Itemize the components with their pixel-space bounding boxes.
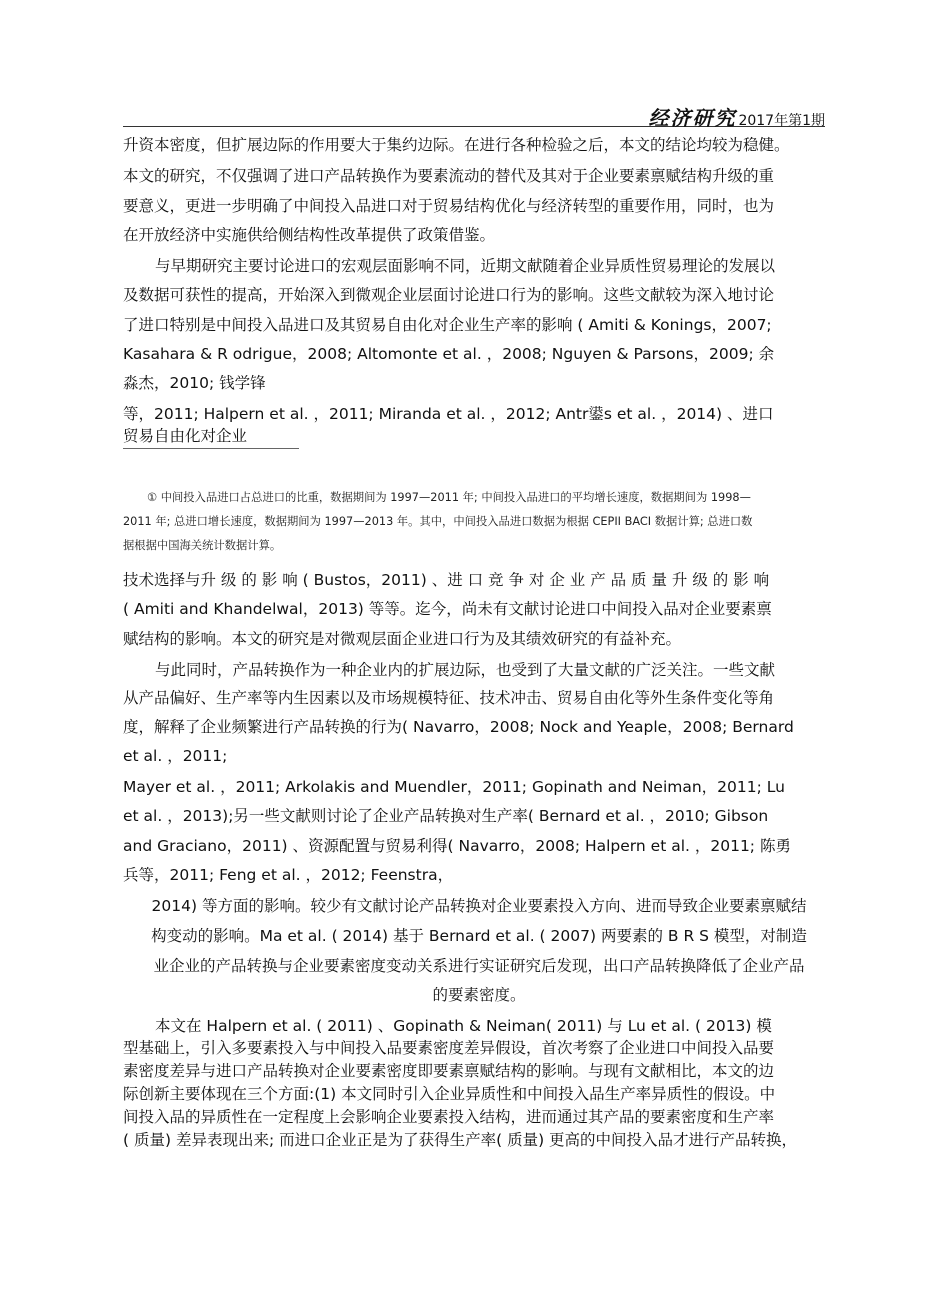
text-line: 及数据可获性的提高，开始深入到微观企业层面讨论进口行为的影响。这些文献较为深入地讨论 <box>123 286 775 304</box>
text-line: 2014) 等方面的影响。较少有文献讨论产品转换对企业要素投入方向、进而导致企业要素禀赋结 <box>151 897 807 915</box>
text-line: 从产品偏好、生产率等内生因素以及市场规模特征、技术冲击、贸易自由化等外生条件变化等角 <box>123 689 775 707</box>
journal-name: 经济研究 <box>648 106 737 130</box>
text-line: and Graciano，2011) 、资源配置与贸易利得( Navarro，2008; Halpern et al. ，2011; 陈勇 <box>123 837 791 855</box>
text-line: 要意义，更进一步明确了中间投入品进口对于贸易结构优化与经济转型的重要作用，同时，也为 <box>123 197 775 215</box>
text-line: 与早期研究主要讨论进口的宏观层面影响不同，近期文献随着企业异质性贸易理论的发展以 <box>155 257 776 275</box>
text-line: 了进口特别是中间投入品进口及其贸易自由化对企业生产率的影响 ( Amiti & Konings，2007; <box>123 316 772 334</box>
text-line: 淼杰，2010; 钱学锋 <box>123 374 266 392</box>
text-line: 型基础上，引入多要素投入与中间投入品要素密度差异假设，首次考察了企业进口中间投入品要 <box>123 1039 775 1057</box>
running-header <box>123 100 825 130</box>
text-line: 素密度差异与进口产品转换对企业要素密度即要素禀赋结构的影响。与现有文献相比，本文的边 <box>123 1062 775 1080</box>
text-line: et al. ，2013);另一些文献则讨论了企业产品转换对生产率( Bernard et al. ，2010; Gibson <box>123 807 769 825</box>
text-line: 的要素密度。 <box>432 986 526 1004</box>
text-line: 构变动的影响。Ma et al. ( 2014) 基于 Bernard et al. ( 2007) 两要素的 B R S 模型，对制造 <box>151 927 807 945</box>
footnote-line: 2011 年; 总进口增长速度，数据期间为 1997—2013 年。其中，中间投入品进口数据为根据 CEPII BACI 数据计算; 总进口数 <box>123 515 753 528</box>
text-line: 技术选择与升 级 的 影 响 ( Bustos，2011) 、进 口 竞 争 对 企 业 产 品 质 量 升 级 的 影 响 <box>123 571 770 589</box>
text-line: 本文的研究，不仅强调了进口产品转换作为要素流动的替代及其对于企业要素禀赋结构升级的重 <box>123 167 775 185</box>
footnote-line: 据根据中国海关统计数据计算。 <box>123 539 282 552</box>
footnote-separator <box>123 448 299 449</box>
text-line: 升资本密度，但扩展边际的作用要大于集约边际。在进行各种检验之后，本文的结论均较为稳健。 <box>123 136 790 154</box>
text-line: 在开放经济中实施供给侧结构性改革提供了政策借鉴。 <box>123 226 496 244</box>
text-line: 等，2011; Halpern et al. ，2011; Miranda et al. ，2012; Antr鍙s et al. ，2014) 、进口 <box>123 405 774 423</box>
footnote-line: ① 中间投入品进口占总进口的比重，数据期间为 1997—2011 年; 中间投入品进口的平均增长速度，数据期间为 1998— <box>147 491 751 504</box>
text-line: 贸易自由化对企业 <box>123 427 248 445</box>
text-line: 间投入品的异质性在一定程度上会影响企业要素投入结构，进而通过其产品的要素密度和生产率 <box>123 1108 775 1126</box>
text-line: Mayer et al. ，2011; Arkolakis and Muendler，2011; Gopinath and Neiman，2011; Lu <box>123 778 785 796</box>
text-line: 赋结构的影响。本文的研究是对微观层面企业进口行为及其绩效研究的有益补充。 <box>123 630 682 648</box>
text-line: 本文在 Halpern et al. ( 2011) 、Gopinath & Neiman( 2011) 与 Lu et al. ( 2013) 模 <box>155 1017 772 1035</box>
text-line: 兵等，2011; Feng et al. ，2012; Feenstra， <box>123 866 454 884</box>
text-line: Kasahara & R odrigue，2008; Altomonte et al. ，2008; Nguyen & Parsons，2009; 余 <box>123 345 775 363</box>
issue-label: 2017年第1期 <box>738 113 825 129</box>
text-line: et al. ，2011; <box>123 747 228 765</box>
text-line: 与此同时，产品转换作为一种企业内的扩展边际，也受到了大量文献的广泛关注。一些文献 <box>155 661 776 679</box>
journal-masthead <box>648 102 825 131</box>
text-line: ( Amiti and Khandelwal，2013) 等等。迄今，尚未有文献讨论进口中间投入品对企业要素禀 <box>123 600 772 618</box>
text-line: 际创新主要体现在三个方面:(1) 本文同时引入企业异质性和中间投入品生产率异质性的假设。中 <box>123 1085 776 1103</box>
text-line: 业企业的产品转换与企业要素密度变动关系进行实证研究后发现，出口产品转换降低了企业产品 <box>153 957 805 975</box>
text-line: ( 质量) 差异表现出来; 而进口企业正是为了获得生产率( 质量) 更高的中间投入品才进行产品转换， <box>123 1131 798 1149</box>
text-line: 度，解释了企业频繁进行产品转换的行为( Navarro，2008; Nock and Yeaple，2008; Bernard <box>123 718 794 736</box>
